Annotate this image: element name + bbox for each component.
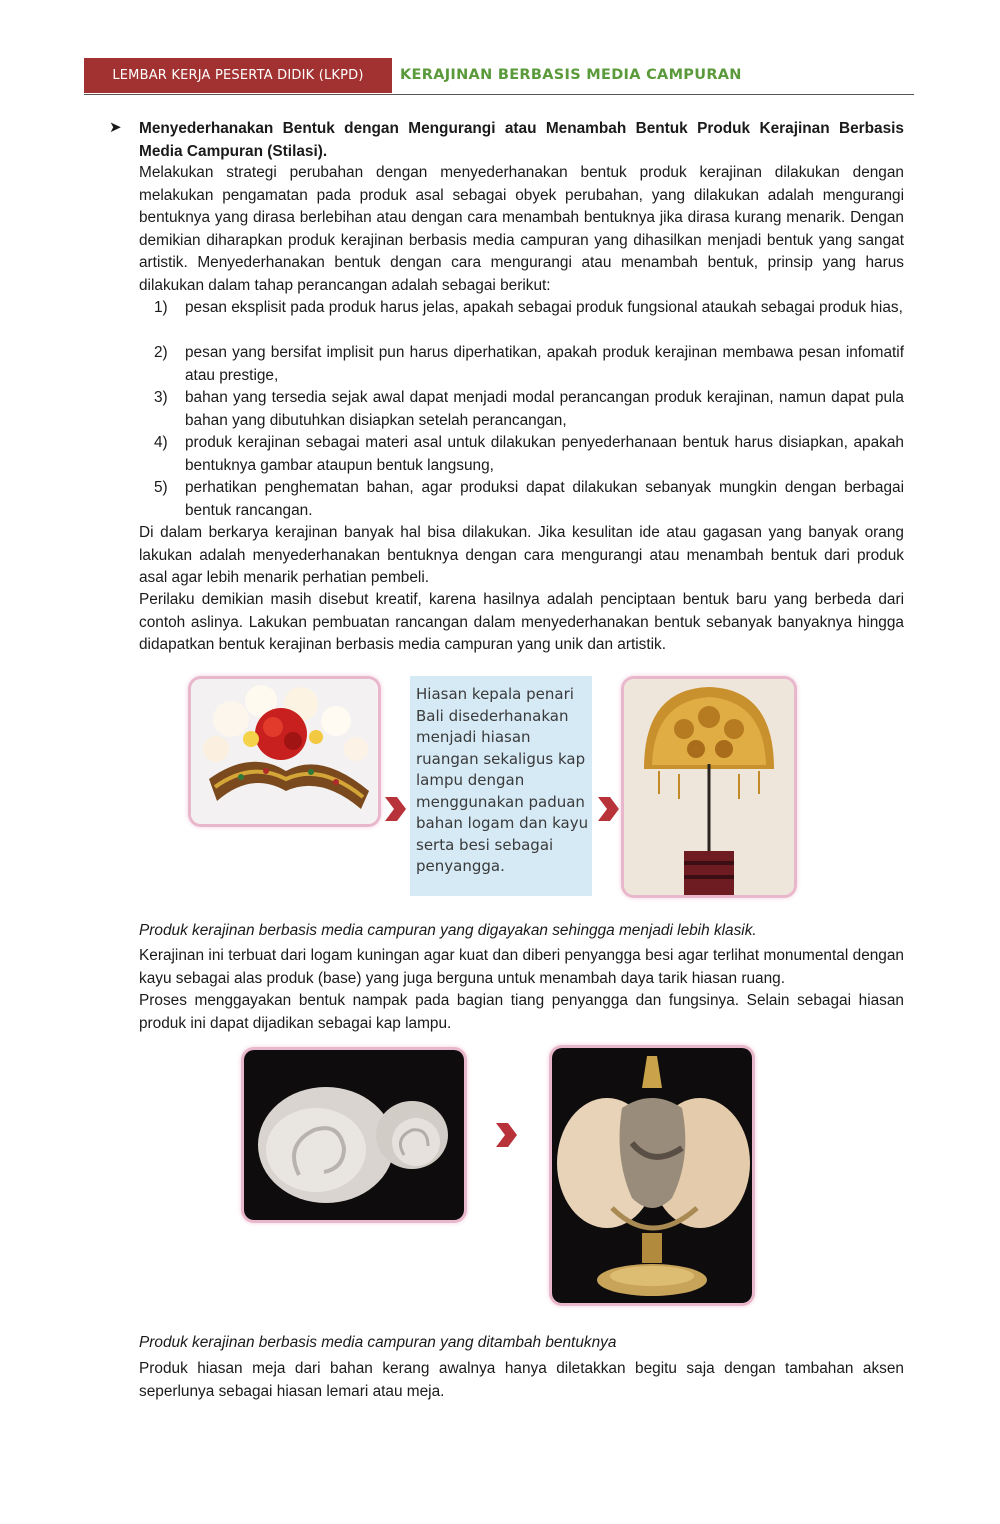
list-number: 5) (154, 479, 168, 496)
note-text: Hiasan kepala penari Bali disederhanakan menjadi hiasan ruangan sekaligus kap lampu dengan menggunakan paduan bahan logam dan kayu serta besi sebagai penyangga. (416, 685, 589, 875)
body-paragraph: Di dalam berkarya kerajinan banyak hal bisa dilakukan. Jika kesulitan ide atau gagasan yang banyak orang lakukan adalah menyederhanakan bentuknya dengan cara mengurangi atau menambah bentuk dari produk asal agar lebih menarik perhatian pembeli. (139, 524, 904, 586)
header-label: LEMBAR KERJA PESERTA DIDIK (LKPD) (84, 58, 392, 93)
list-item: pesan yang bersifat implisit pun harus diperhatikan, apakah produk kerajinan membawa pesan infomatif atau prestige, (185, 344, 904, 384)
chevron-right-icon (596, 796, 620, 822)
chevron-right-icon (494, 1122, 518, 1148)
intro-paragraph: Melakukan strategi perubahan dengan menyederhanakan bentuk produk kerajinan dilakukan dengan melakukan pengamatan pada produk asal sebagai obyek perubahan, yang dilakukan adalah mengurangi bentuknya yang dirasa berlebihan atau dengan cara menambah bentuknya jika dirasa kurang menarik. Dengan demikian diharapkan produk kerajinan berbasis media campuran yang dihasilkan menjadi bentuk yang sangat artistik. Menyederhanakan bentuk dengan cara mengurangi atau menambah bentuk, prinsip yang harus dilakukan dalam tahap perancangan adalah sebagai berikut: (139, 164, 904, 294)
list-number: 2) (154, 344, 168, 361)
section-heading: Menyederhanakan Bentuk dengan Mengurangi atau Menambah Bentuk Produk Kerajinan Berbasis Media Campuran (Stilasi). (139, 120, 904, 160)
body-paragraph: Kerajinan ini terbuat dari logam kuningan agar kuat dan diberi penyangga besi agar terlihat monumental dengan kayu sebagai alas produk (base) yang juga berguna untuk menambah daya tarik hiasan ruang. (139, 947, 904, 987)
list-item: produk kerajinan sebagai materi asal untuk dilakukan penyederhanaan bentuk harus disiapkan, apakah bentuknya gambar ataupun bentuk langsung, (185, 434, 904, 474)
body-paragraph: Produk hiasan meja dari bahan kerang awalnya hanya diletakkan begitu saja dengan tambahan aksen seperlunya sebagai hiasan lemari atau meja. (139, 1360, 904, 1400)
ornamented-shell-photo (552, 1048, 752, 1303)
lamp-decoration-photo (624, 679, 794, 895)
list-item: perhatikan penghematan bahan, agar produksi dapat dilakukan sebanyak mungkin dengan berbagai bentuk rancangan. (185, 479, 904, 519)
caption-note-box (410, 676, 592, 896)
list-number: 1) (154, 299, 168, 316)
list-number: 3) (154, 389, 168, 406)
page-header (84, 58, 914, 95)
list-number: 4) (154, 434, 168, 451)
list-item: bahan yang tersedia sejak awal dapat menjadi modal perancangan produk kerajinan, namun dapat pula bahan yang dibutuhkan disiapkan setelah perancangan, (185, 389, 904, 429)
list-item: pesan eksplisit pada produk harus jelas, apakah sebagai produk fungsional ataukah sebagai produk hias, (185, 299, 903, 316)
figure-caption: Produk kerajinan berbasis media campuran yang digayakan sehingga menjadi lebih klasik. (139, 922, 757, 939)
nautilus-shell-photo (244, 1050, 464, 1220)
header-title: KERAJINAN BERBASIS MEDIA CAMPURAN (400, 67, 742, 83)
body-paragraph: Perilaku demikian masih disebut kreatif, karena hasilnya adalah penciptaan bentuk baru yang berbeda dari contoh aslinya. Lakukan pembuatan rancangan dalam menyederhanakan bentuk sebanyak banyaknya hingga didapatkan bentuk kerajinan berbasis media campuran yang unik dan artistik. (139, 591, 904, 653)
chevron-right-icon (383, 796, 407, 822)
arrow-bullet-icon: ➤ (109, 119, 122, 136)
figure-caption: Produk kerajinan berbasis media campuran yang ditambah bentuknya (139, 1334, 617, 1351)
bali-headdress-photo (191, 679, 378, 824)
body-paragraph: Proses menggayakan bentuk nampak pada bagian tiang penyangga dan fungsinya. Selain sebagai hiasan produk ini dapat dijadikan sebagai kap lampu. (139, 992, 904, 1032)
